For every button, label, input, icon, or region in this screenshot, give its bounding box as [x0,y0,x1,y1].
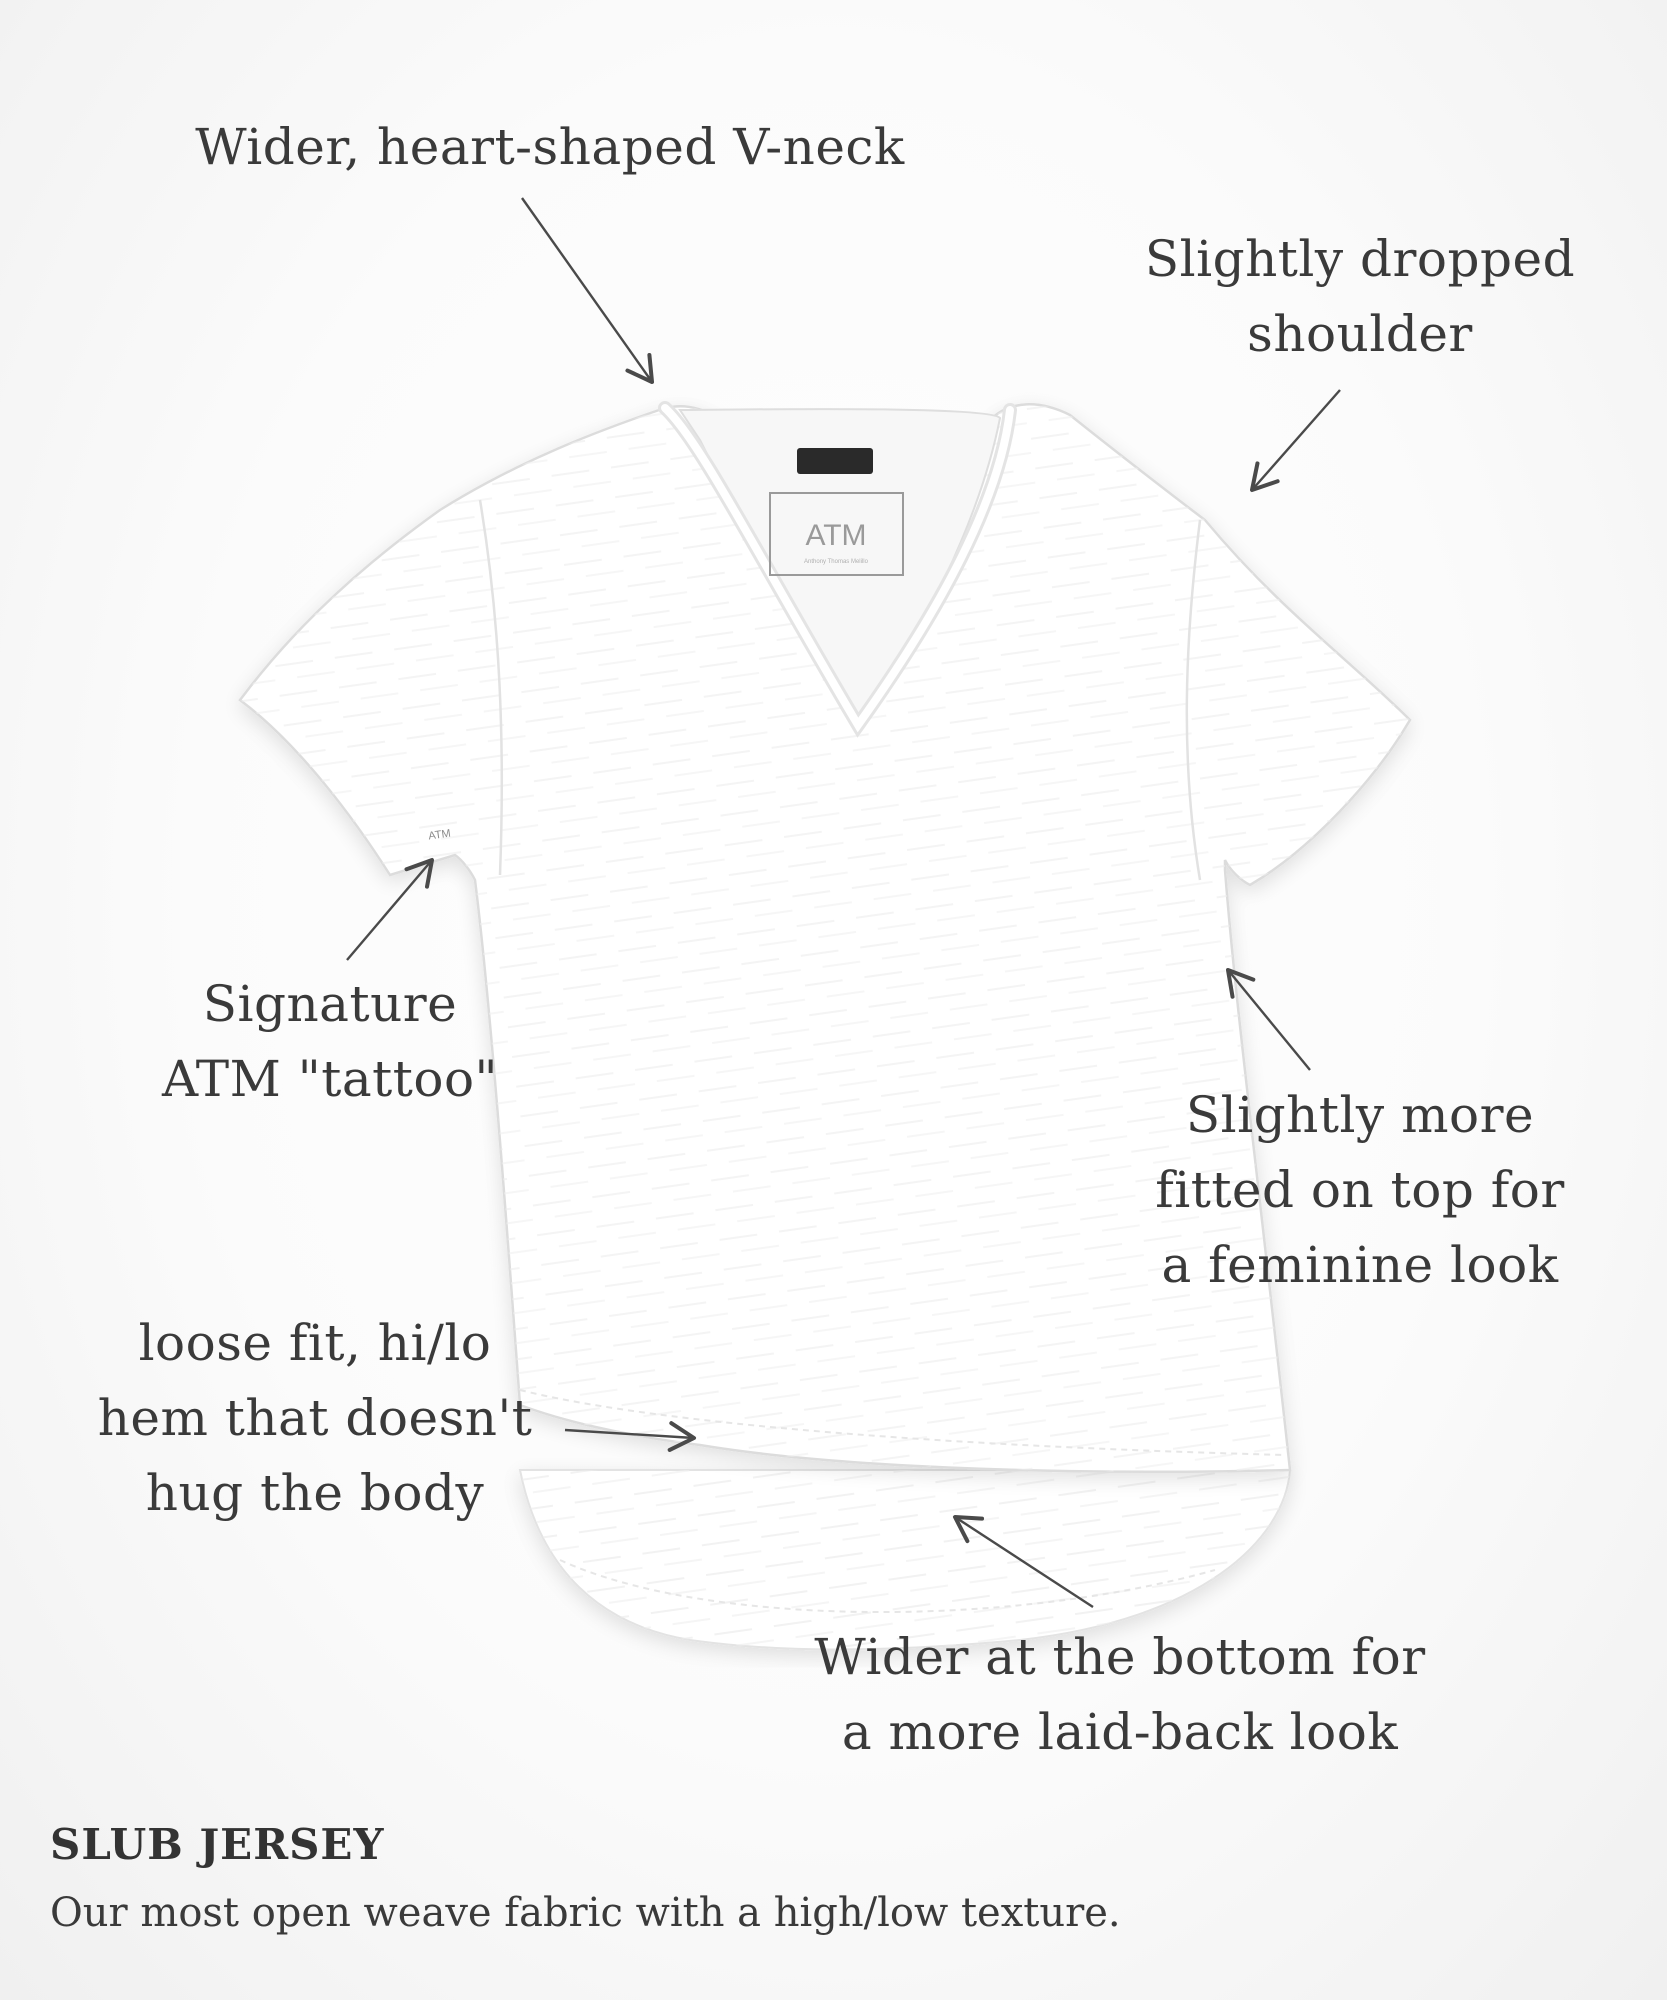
sleeve-tattoo-text: ATM [427,827,452,843]
annotation-hem-line: hug the body [145,1464,485,1522]
annotation-vneck-line: Wider, heart-shaped V-neck [195,118,905,176]
neck-label-subtext: Anthony Thomas Melillo [804,559,868,565]
annotation-bottom [760,1620,1480,1770]
annotation-shoulder-line: Slightly dropped [1144,230,1576,288]
annotation-shoulder [1085,222,1635,372]
annotation-bottom-line: a more laid-back look [841,1703,1399,1761]
annotation-tattoo-line: Signature [202,975,458,1033]
annotation-shoulder-line: shoulder [1247,305,1473,363]
annotation-vneck [0,110,1100,185]
annotation-hem [40,1306,590,1531]
annotation-hem-line: loose fit, hi/lo [138,1314,492,1372]
annotation-fitted-line: a feminine look [1161,1236,1559,1294]
annotation-bottom-line: Wider at the bottom for [814,1628,1426,1686]
neck-tape [797,448,873,474]
fabric-title: SLUB JERSEY [50,1820,385,1869]
neck-label-text: ATM [805,519,867,552]
annotation-tattoo [80,967,580,1117]
fabric-description: Our most open weave fabric with a high/low texture. [50,1890,1121,1936]
annotation-fitted-line: Slightly more [1185,1086,1535,1144]
annotation-hem-line: hem that doesn't [97,1389,533,1447]
arrow-vneck [522,198,652,382]
annotation-fitted-line: fitted on top for [1155,1161,1565,1219]
arrow-shoulder [1252,390,1340,490]
annotation-fitted [1110,1078,1610,1303]
annotation-tattoo-line: ATM "tattoo" [161,1050,499,1108]
